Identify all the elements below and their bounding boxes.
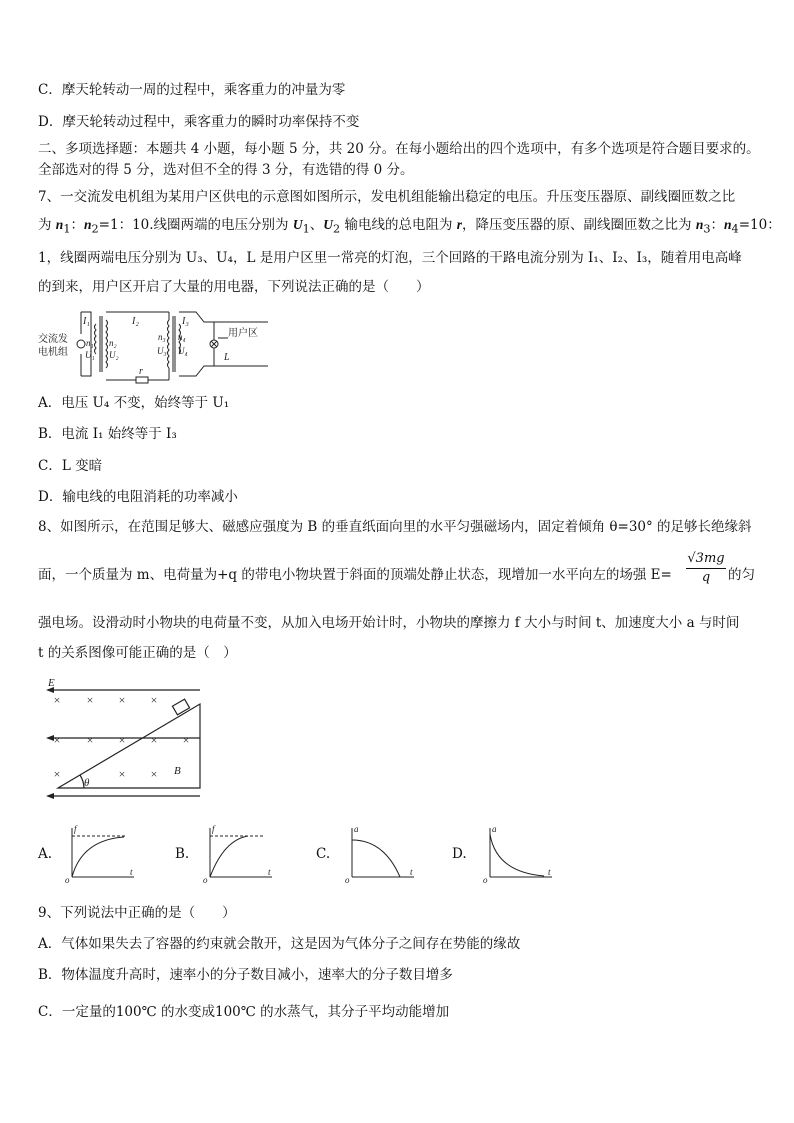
label-U2: U₂ [109, 350, 119, 360]
q8-option-a-label: A. [38, 846, 53, 862]
svg-text:×: × [118, 733, 126, 747]
svg-text:×: × [150, 693, 158, 707]
q8-option-c-label: C. [316, 846, 331, 862]
label-I3: I₃ [182, 316, 189, 327]
svg-text:o: o [483, 875, 488, 884]
section-heading-cont: 全部选对的得 5 分，选对但不全的得 3 分，有选错的得 0 分。 [38, 162, 414, 178]
label-theta: θ [84, 777, 90, 789]
label-U4: U₄ [178, 346, 188, 356]
svg-text:a: a [492, 824, 497, 834]
svg-text:×: × [150, 767, 158, 781]
svg-text:×: × [53, 767, 61, 781]
prev-option-d: D．摩天轮转动过程中，乘客重力的瞬时功率保持不变 [38, 114, 360, 130]
label-n2: n₂ [109, 338, 117, 348]
q8-option-d-label: D. [452, 846, 467, 862]
q8-stem-4: t 的关系图像可能正确的是（ ） [38, 645, 237, 661]
svg-text:t: t [548, 867, 551, 877]
label-B: B [174, 765, 181, 777]
label-user-area: 用户区 [228, 328, 258, 339]
svg-text:×: × [182, 733, 190, 747]
svg-text:×: × [118, 693, 126, 707]
incline-field-diagram [40, 676, 210, 804]
label-U1: U₁ [85, 350, 95, 360]
svg-text:a: a [354, 824, 359, 834]
q8-stem-1: 8、如图所示，在范围足够大、磁感应强度为 B 的垂直纸面向里的水平匀强磁场内，固定着倾角 θ=30° 的足够长绝缘斜 [38, 519, 752, 535]
q9-option-a: A．气体如果失去了容器的约束就会散开，这是因为气体分子之间存在势能的缘故 [38, 936, 521, 952]
field-strength-fraction: √3mg q [687, 551, 725, 585]
prev-option-c: C．摩天轮转动一周的过程中，乘客重力的冲量为零 [38, 82, 346, 98]
label-E: E [48, 677, 55, 689]
svg-text:t: t [130, 867, 133, 877]
q8-graph-b [202, 822, 276, 884]
q8-stem-2-end: 的匀 [728, 567, 755, 583]
svg-text:×: × [150, 733, 158, 747]
svg-text:o: o [203, 875, 208, 884]
svg-text:×: × [53, 733, 61, 747]
q8-stem-2: 面，一个质量为 m、电荷量为+q 的带电小物块置于斜面的顶端处静止状态，现增加一水平向左的场强 E= [38, 567, 672, 583]
transformer-circuit-diagram [36, 306, 272, 388]
svg-text:×: × [118, 767, 126, 781]
q7-stem-3: 1，线圈两端电压分别为 U₃、U₄，L 是用户区里一常亮的灯泡，三个回路的干路电流分别为 I₁、I₂、I₃，随着用电高峰 [38, 250, 742, 266]
q7-stem-4: 的到来，用户区开启了大量的用电器，下列说法正确的是（ ） [38, 279, 430, 295]
q8-option-b-label: B. [175, 846, 190, 862]
label-r: r [139, 366, 143, 377]
svg-text:t: t [410, 867, 413, 877]
q9-stem: 9、下列说法中正确的是（ ） [38, 905, 236, 921]
label-L: L [224, 352, 230, 363]
svg-text:t: t [268, 867, 271, 877]
q9-option-c: C．一定量的100℃ 的水变成100℃ 的水蒸气，其分子平均动能增加 [38, 1004, 450, 1020]
q8-stem-3: 强电场。设滑动时小物块的电荷量不变，从加入电场开始计时，小物块的摩擦力 f 大小与时间 t、加速度大小 a 与时间 [38, 615, 740, 631]
label-n4: n₄ [178, 332, 186, 342]
generator-label-1: 交流发 [38, 334, 68, 345]
label-U3: U₃ [157, 346, 167, 356]
q7-stem-2: 为 $n_1$：$n_2=1$：10.线圈两端的电压分别为 $U_1$、$U_2$ 输电线的总电阻为 r，降压变压器的原、副线圈匝数之比为 $n_3$：$n_4=10$： [38, 217, 781, 236]
q7-option-a: A．电压 U₄ 不变，始终等于 U₁ [38, 395, 230, 411]
q7-option-c: C．L 变暗 [38, 458, 103, 474]
q8-graph-a [64, 822, 138, 884]
label-I1: I₁ [83, 316, 90, 327]
svg-text:f: f [74, 824, 77, 834]
svg-text:×: × [86, 733, 94, 747]
q7-option-b: B．电流 I₁ 始终等于 I₃ [38, 426, 177, 442]
svg-text:o: o [345, 875, 350, 884]
q9-option-b: B．物体温度升高时，速率小的分子数目减小，速率大的分子数目增多 [38, 967, 453, 983]
q8-graph-c [344, 822, 418, 884]
q8-graph-d [482, 822, 556, 884]
label-n3: n₃ [158, 332, 166, 342]
label-n1: n₁ [86, 338, 94, 348]
svg-text:o: o [65, 875, 70, 884]
label-I2: I₂ [132, 316, 139, 327]
q7-option-d: D．输电线的电阻消耗的功率减小 [38, 489, 238, 505]
svg-text:f: f [212, 824, 215, 834]
svg-text:×: × [86, 693, 94, 707]
generator-label-2: 电机组 [38, 347, 68, 358]
section-heading: 二、多项选择题：本题共 4 小题，每小题 5 分，共 20 分。在每小题给出的四个选项中，有多个选项是符合题目要求的。 [38, 141, 760, 157]
svg-text:×: × [53, 693, 61, 707]
q7-stem-1: 7、一交流发电机组为某用户区供电的示意图如图所示，发电机组能输出稳定的电压。升压变压器原、副线圈匝数之比 [38, 189, 736, 205]
